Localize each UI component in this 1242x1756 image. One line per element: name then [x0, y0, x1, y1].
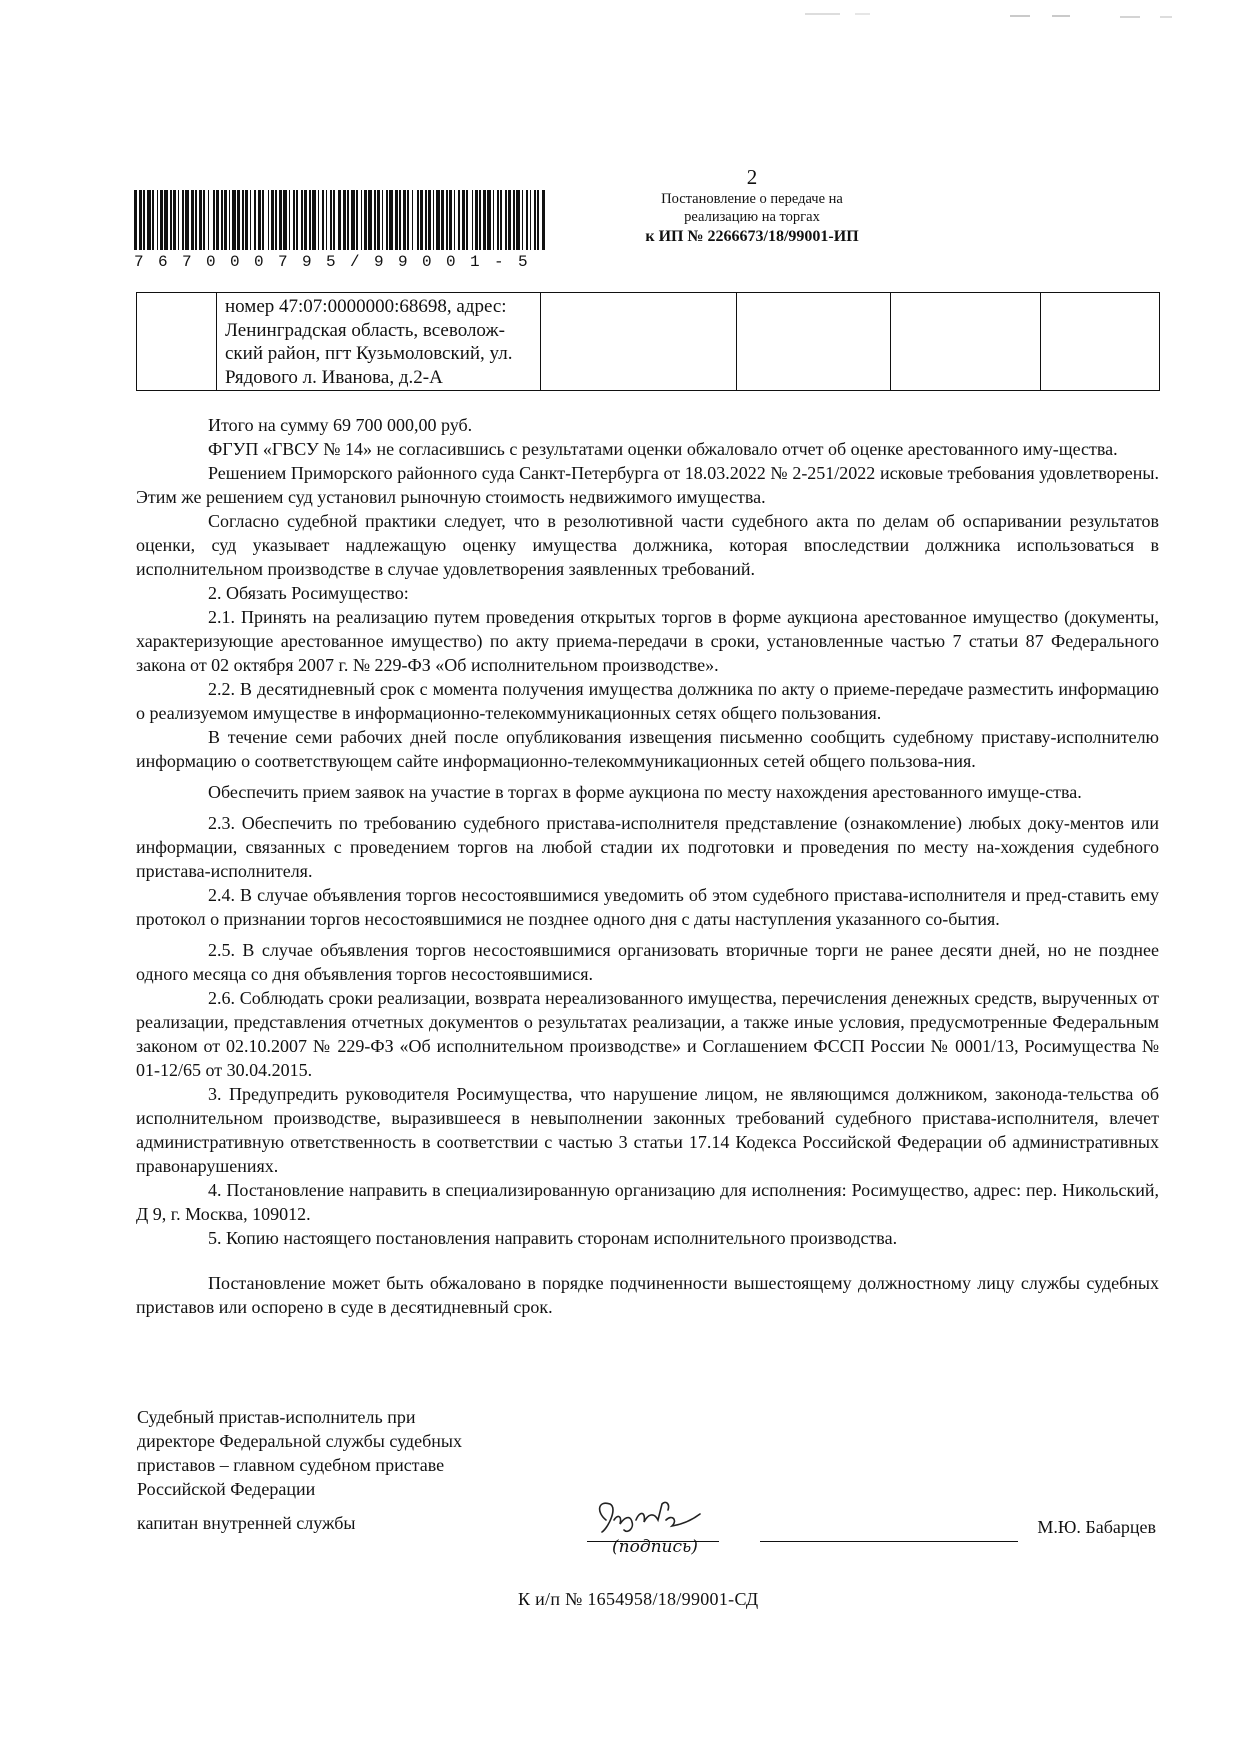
table-cell-empty: [541, 293, 737, 391]
header-title-line1: Постановление о передаче на: [661, 191, 843, 207]
table-cell-empty: [737, 293, 891, 391]
case-reference: к ИП № 2266673/18/99001-ИП: [645, 228, 859, 245]
signatory-title: [137, 1405, 557, 1501]
barcode-bars: [134, 190, 547, 250]
signatory-title-line2: директоре Федеральной службы судебных: [137, 1431, 462, 1451]
barcode: [134, 190, 547, 271]
item-2-2: 2.2. В десятидневный срок с момента получения имущества должника по акту о приеме-передаче разместить информацию о реализуемом имуществе в информационно-телекоммуникационных сетях общего пользования.: [136, 679, 1159, 723]
item-5: 5. Копию настоящего постановления направить сторонам исполнительного производства.: [208, 1228, 898, 1248]
summary-case-reference: К и/п № 1654958/18/99001-СД: [518, 1589, 759, 1609]
property-description: номер 47:07:0000000:68698, адрес: Ленинградская область, всеволож-ский район, пгт Кузьмоловский, ул. Рядового л. Иванова, д.2-А: [217, 293, 541, 391]
paragraph-applications: Обеспечить прием заявок на участие в торгах в форме аукциона по месту нахождения арестованного имуще-ства.: [208, 782, 1082, 802]
property-table: [136, 292, 1160, 391]
scan-specks: [0, 0, 1242, 60]
table-row: [137, 293, 1160, 391]
table-cell-empty: [1041, 293, 1160, 391]
page-number: 2: [746, 165, 758, 189]
paragraph-appeal-valuation: ФГУП «ГВСУ № 14» не согласившись с результатами оценки обжаловало отчет об оценке арестованного иму-щества.: [208, 439, 1118, 459]
item-2-5: 2.5. В случае объявления торгов несостоявшимися организовать вторичные торги не ранее десяти дней, но не позднее одного месяца со дня объявления торгов несостоявшимися.: [136, 940, 1159, 984]
table-cell-empty: [891, 293, 1041, 391]
table-cell-empty: [137, 293, 217, 391]
item-3: 3. Предупредить руководителя Росимущества, что нарушение лицом, не являющимся должником, законода-тельства об исполнительном производстве, выразившееся в невыполнении законных требований судебного пристава-исполнителя, влечет административную ответственность в соответствии с частью 3 статьи 17.14 Кодекса Российской Федерации об административных правонарушениях.: [136, 1084, 1159, 1176]
signatory-title-line3: приставов – главном судебном приставе: [137, 1455, 445, 1475]
item-2: 2. Обязать Росимущество:: [208, 583, 409, 603]
document-header: [612, 166, 892, 247]
barcode-digits: 767000795/99001-5: [134, 253, 543, 271]
total-sum: Итого на сумму 69 700 000,00 руб.: [208, 415, 473, 435]
paragraph-court-decision: Решением Приморского районного суда Санкт-Петербурга от 18.03.2022 № 2-251/2022 исковые требования удовлетворены. Этим же решением суд установил рыночную стоимость недвижимого имущества.: [136, 463, 1159, 507]
item-2-3: 2.3. Обеспечить по требованию судебного пристава-исполнителя представление (ознакомление) любых доку-ментов или информации, связанных с проведением торгов на любой стадии их подготовки и проведения по месту на-хождения судебного пристава-исполнителя.: [136, 813, 1159, 881]
item-4: 4. Постановление направить в специализированную организацию для исполнения: Росимущество, адрес: пер. Никольский, Д 9, г. Москва, 109012.: [136, 1180, 1159, 1224]
name-line: [760, 1541, 1018, 1542]
signatory-rank: капитан внутренней службы: [137, 1513, 356, 1533]
appeal-notice: Постановление может быть обжаловано в порядке подчиненности вышестоящему должностному лицу службы судебных приставов или оспорено в суде в десятидневный срок.: [136, 1273, 1159, 1317]
signature-caption: (подпись): [612, 1537, 698, 1557]
handwritten-signature: [588, 1490, 708, 1542]
signatory-name: М.Ю. Бабарцев: [1037, 1517, 1156, 1537]
signatory-title-line4: Российской Федерации: [137, 1479, 316, 1499]
header-title-line2: реализацию на торгах: [684, 209, 820, 225]
document-body: [136, 413, 1159, 1319]
item-2-6: 2.6. Соблюдать сроки реализации, возврата нереализованного имущества, перечисления денежных средств, вырученных от реализации, представления отчетных документов о результатах реализации, а также иные условия, предусмотренные Федеральным законом от 02.10.2007 № 229-ФЗ «Об исполнительном производстве» и Соглашением ФССП России № 0001/13, Росимущества № 01-12/65 от 30.04.2015.: [136, 988, 1159, 1080]
paragraph-court-practice: Согласно судебной практики следует, что в резолютивной части судебного акта по делам об оспаривании результатов оценки, суд указывает надлежащую оценку имущества должника, которая впоследствии должника использоваться в исполнительном производстве в случае удовлетворения заявленных требований.: [136, 511, 1159, 579]
item-2-1: 2.1. Принять на реализацию путем проведения открытых торгов в форме аукциона арестованное имущество (документы, характеризующие арестованное имущество) по акту приема-передачи в сроки, установленные частью 7 статьи 87 Федерального закона от 02 октября 2007 г. № 229-ФЗ «Об исполнительном производстве».: [136, 607, 1159, 675]
signatory-title-line1: Судебный пристав-исполнитель при: [137, 1407, 416, 1427]
item-2-4: 2.4. В случае объявления торгов несостоявшимися уведомить об этом судебного пристава-исполнителя и пред-ставить ему протокол о признании торгов несостоявшимися не позднее одного дня с даты наступления указанного со-бытия.: [136, 885, 1159, 929]
paragraph-seven-days: В течение семи рабочих дней после опубликования извещения письменно сообщить судебному приставу-исполнителю информацию о соответствующем сайте информационно-телекоммуникационных сетей общего пользова-ния.: [136, 727, 1159, 771]
